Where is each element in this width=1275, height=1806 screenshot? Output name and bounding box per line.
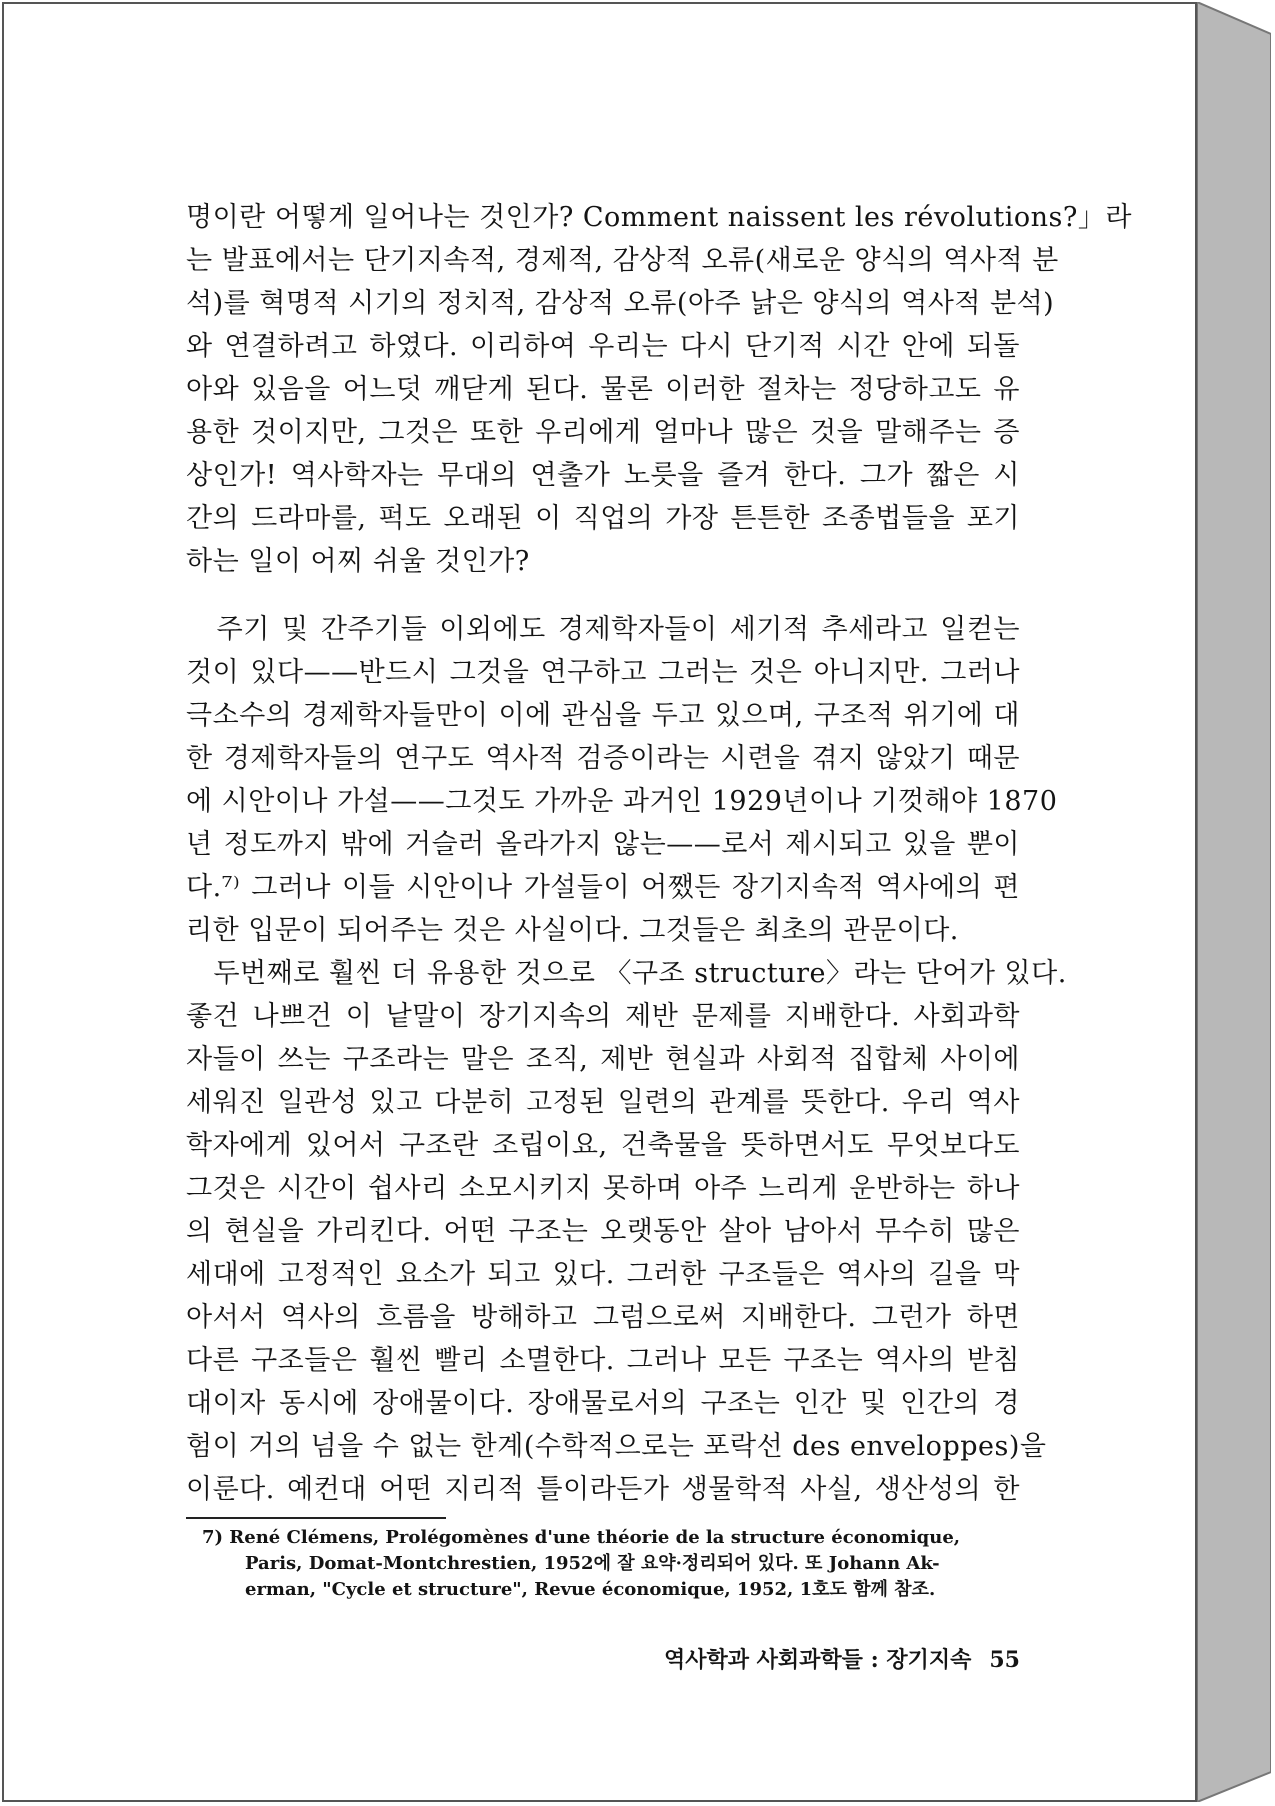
- text-line: 대이자 동시에 장애물이다. 장애물로서의 구조는 인간 및 인간의 경: [186, 1388, 1020, 1419]
- page-number: 55: [989, 1647, 1020, 1673]
- text-line: 와 연결하려고 하였다. 이리하여 우리는 다시 단기적 시간 안에 되돌: [186, 331, 1020, 362]
- text-line: 간의 드라마를, 퍽도 오래된 이 직업의 가장 튼튼한 조종법들을 포기: [186, 503, 1020, 534]
- text-line: 한 경제학자들의 연구도 역사적 검증이라는 시련을 겪지 않았기 때문: [186, 743, 1020, 774]
- paragraph-2: [186, 608, 1058, 952]
- footnote-line: 7) René Clémens, Prolégomènes d'une théorie de la structure économique,: [202, 1527, 961, 1548]
- running-head: 역사학과 사회과학들 : 장기지속: [663, 1647, 972, 1673]
- text-line: 그것은 시간이 쉽사리 소모시키지 못하며 아주 느리게 운반하는 하나: [186, 1173, 1020, 1204]
- text-line: 것이 있다——반드시 그것을 연구하고 그러는 것은 아니지만. 그러나: [186, 657, 1020, 688]
- text-line: 상인가! 역사학자는 무대의 연출가 노릇을 즐겨 한다. 그가 짧은 시: [186, 460, 1020, 491]
- text-line: 세대에 고정적인 요소가 되고 있다. 그러한 구조들은 역사의 길을 막: [186, 1259, 1020, 1290]
- paragraph-3: [186, 952, 1067, 1511]
- footnote-line: Paris, Domat-Montchrestien, 1952에 잘 요약·정리되어 있다. 또 Johann Ak-: [245, 1553, 940, 1574]
- footnotes: [202, 1525, 1002, 1603]
- page-edge-shadow: [1197, 2, 1271, 1802]
- text-line: 다.⁷⁾ 그러나 이들 시안이나 가설들이 어쨌든 장기지속적 역사에의 편: [186, 872, 1020, 903]
- text-line: 세워진 일관성 있고 다분히 고정된 일련의 관계를 뜻한다. 우리 역사: [186, 1087, 1020, 1118]
- text-line: 극소수의 경제학자들만이 이에 관심을 두고 있으며, 구조적 위기에 대: [186, 700, 1020, 731]
- text-line: 험이 거의 넘을 수 없는 한계(수학적으로는 포락선 des enveloppes)을: [186, 1431, 1047, 1462]
- text-line: 주기 및 간주기들 이외에도 경제학자들이 세기적 추세라고 일컫는: [186, 614, 1020, 645]
- paragraph-1: [186, 196, 1132, 583]
- text-line: 두번째로 훨씬 더 유용한 것으로 〈구조 structure〉라는 단어가 있다.: [186, 958, 1067, 989]
- page-footer: [620, 1643, 1020, 1674]
- text-line: 년 정도까지 밖에 거슬러 올라가지 않는——로서 제시되고 있을 뿐이: [186, 829, 1020, 860]
- text-line: 에 시안이나 가설——그것도 가까운 과거인 1929년이나 기껏해야 1870: [186, 786, 1058, 817]
- text-line: 명이란 어떻게 일어나는 것인가? Comment naissent les révolutions?」라: [186, 202, 1132, 233]
- text-line: 리한 입문이 되어주는 것은 사실이다. 그것들은 최초의 관문이다.: [186, 915, 959, 946]
- text-line: 아와 있음을 어느덧 깨닫게 된다. 물론 이러한 절차는 정당하고도 유: [186, 374, 1020, 405]
- text-line: 아서서 역사의 흐름을 방해하고 그럼으로써 지배한다. 그런가 하면: [186, 1302, 1020, 1333]
- text-line: 는 발표에서는 단기지속적, 경제적, 감상적 오류(새로운 양식의 역사적 분: [186, 245, 1059, 276]
- text-line: 석)를 혁명적 시기의 정치적, 감상적 오류(아주 낡은 양식의 역사적 분석): [186, 288, 1055, 319]
- text-line: 의 현실을 가리킨다. 어떤 구조는 오랫동안 살아 남아서 무수히 많은: [186, 1216, 1020, 1247]
- text-line: 학자에게 있어서 구조란 조립이요, 건축물을 뜻하면서도 무엇보다도: [186, 1130, 1020, 1161]
- text-line: 다른 구조들은 훨씬 빨리 소멸한다. 그러나 모든 구조는 역사의 받침: [186, 1345, 1020, 1376]
- text-line: 자들이 쓰는 구조라는 말은 조직, 제반 현실과 사회적 집합체 사이에: [186, 1044, 1020, 1075]
- text-line: 하는 일이 어찌 쉬울 것인가?: [186, 546, 530, 577]
- text-line: 이룬다. 예컨대 어떤 지리적 틀이라든가 생물학적 사실, 생산성의 한: [186, 1474, 1020, 1505]
- text-line: 좋건 나쁘건 이 낱말이 장기지속의 제반 문제를 지배한다. 사회과학: [186, 1001, 1020, 1032]
- footnote-line: erman, "Cycle et structure", Revue économique, 1952, 1호도 함께 참조.: [245, 1579, 936, 1600]
- footnote-rule: [186, 1517, 446, 1519]
- text-line: 용한 것이지만, 그것은 또한 우리에게 얼마나 많은 것을 말해주는 증: [186, 417, 1020, 448]
